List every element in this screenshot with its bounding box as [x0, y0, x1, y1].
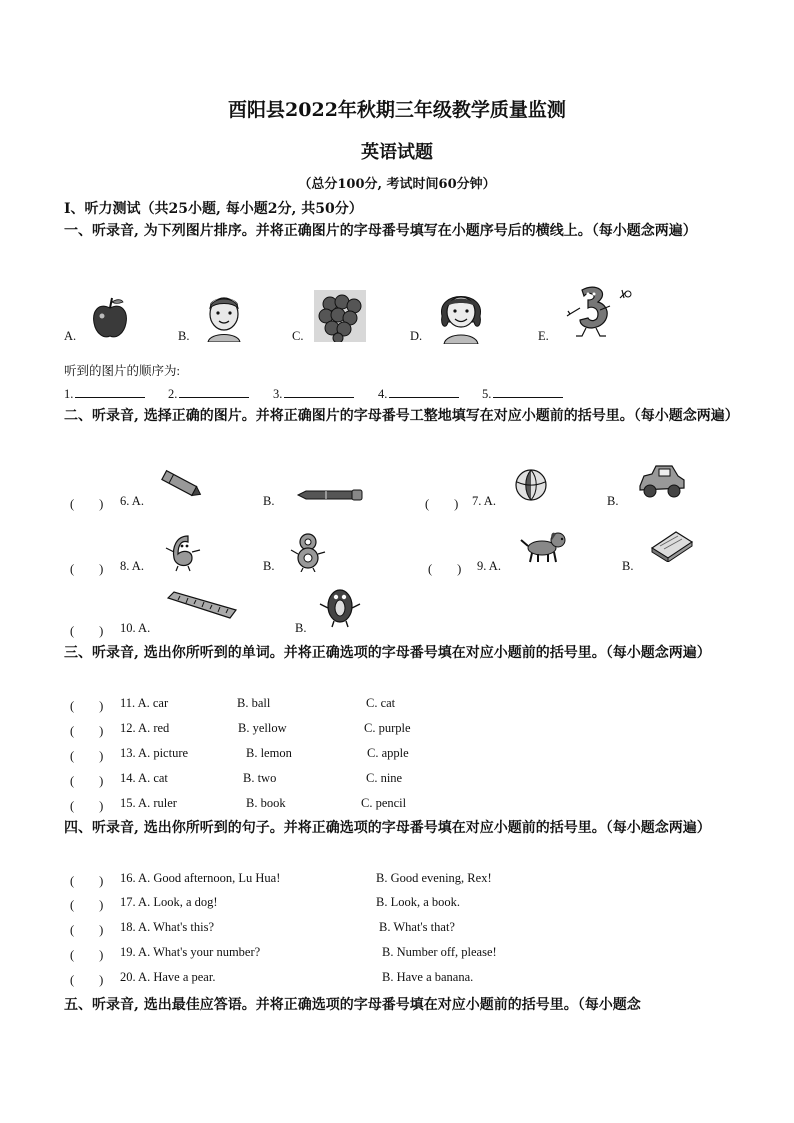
paren-6[interactable]: ( )	[70, 497, 104, 511]
item-9-b: B.	[622, 559, 634, 573]
q15-option-b: B. book	[246, 796, 286, 810]
grapes-icon	[314, 290, 366, 342]
q12-option-c: C. purple	[364, 721, 411, 735]
paren-7[interactable]: ( )	[425, 497, 459, 511]
part1-heading: I、听力测试（共25小题, 每小题2分, 共50分）	[64, 201, 363, 217]
paren-14[interactable]: ( )	[70, 774, 104, 788]
number-three-icon	[566, 284, 636, 338]
q18-option-a: 18. A. What's this?	[120, 920, 215, 934]
blank-4: 4.	[378, 385, 459, 402]
section2-heading: 二、听录音, 选择正确的图片。并将正确图片的字母番号工整地填写在对应小题前的括号里。（每小题念两遍）	[64, 408, 739, 424]
paren-9[interactable]: ( )	[428, 562, 462, 576]
q13-option-c: C. apple	[367, 746, 409, 760]
q17-option-b: B. Look, a book.	[376, 895, 461, 909]
q17-option-a: 17. A. Look, a dog!	[120, 895, 218, 909]
paren-16[interactable]: ( )	[70, 874, 104, 888]
paren-17[interactable]: ( )	[70, 898, 104, 912]
q16-option-b: B. Good evening, Rex!	[376, 871, 492, 885]
answer-line-4[interactable]	[389, 385, 459, 398]
q12-option-b: B. yellow	[238, 721, 287, 735]
paren-8[interactable]: ( )	[70, 562, 104, 576]
toy-car-icon	[636, 462, 686, 500]
apple-icon	[90, 296, 130, 340]
q14-option-c: C. nine	[366, 771, 403, 785]
item-9-label: 9. A.	[477, 559, 501, 573]
order-label: 听到的图片的顺序为:	[64, 364, 180, 378]
paren-18[interactable]: ( )	[70, 923, 104, 937]
book-icon	[650, 528, 694, 562]
paren-12[interactable]: ( )	[70, 724, 104, 738]
answer-line-3[interactable]	[284, 385, 354, 398]
number-six-icon	[162, 532, 204, 572]
q12-option-a: 12. A. red	[120, 721, 170, 735]
item-6-label: 6. A.	[120, 494, 144, 508]
option-label-a: A.	[64, 329, 77, 343]
paren-20[interactable]: ( )	[70, 973, 104, 987]
option-label-b: B.	[178, 329, 190, 343]
q15-option-a: 15. A. ruler	[120, 796, 177, 810]
q13-option-a: 13. A. picture	[120, 746, 189, 760]
ball-icon	[514, 468, 548, 502]
paren-11[interactable]: ( )	[70, 699, 104, 713]
number-zero-icon	[316, 586, 364, 628]
answer-line-1[interactable]	[75, 385, 145, 398]
section5-heading: 五、听录音, 选出最佳应答语。并将正确选项的字母番号填在对应小题前的括号里。（每小题念	[64, 997, 641, 1013]
subject-title: 英语试题	[361, 142, 433, 163]
paren-10[interactable]: ( )	[70, 624, 104, 638]
answer-line-5[interactable]	[493, 385, 563, 398]
q11-option-a: 11. A. car	[120, 696, 169, 710]
q19-option-a: 19. A. What's your number?	[120, 945, 261, 959]
girl-icon	[436, 282, 486, 344]
item-10-b: B.	[295, 621, 307, 635]
section3-heading: 三、听录音, 选出你所听到的单词。并将正确选项的字母番号填在对应小题前的括号里。（每小题念两遍）	[64, 645, 711, 661]
exam-title: 酉阳县2022年秋期三年级教学质量监测	[228, 99, 566, 121]
paren-19[interactable]: ( )	[70, 948, 104, 962]
number-eight-icon	[288, 530, 328, 572]
option-label-e: E.	[538, 329, 549, 343]
q16-option-a: 16. A. Good afternoon, Lu Hua!	[120, 871, 281, 885]
q18-option-b: B. What's that?	[379, 920, 455, 934]
pen-icon	[296, 488, 364, 502]
item-7-label: 7. A.	[472, 494, 496, 508]
exam-note: （总分100分, 考试时间60分钟）	[298, 177, 496, 192]
section1-heading: 一、听录音, 为下列图片排序。并将正确图片的字母番号填写在小题序号后的横线上。（每小题念两遍）	[64, 223, 697, 239]
q11-option-c: C. cat	[366, 696, 396, 710]
blank-2: 2.	[168, 385, 249, 402]
q20-option-b: B. Have a banana.	[382, 970, 474, 984]
crayon-icon	[158, 468, 204, 500]
dog-icon	[518, 528, 570, 564]
item-8-label: 8. A.	[120, 559, 144, 573]
answer-line-2[interactable]	[179, 385, 249, 398]
item-6-b: B.	[263, 494, 275, 508]
q13-option-b: B. lemon	[246, 746, 292, 760]
blank-1: 1.	[64, 385, 145, 402]
section4-heading: 四、听录音, 选出你所听到的句子。并将正确选项的字母番号填在对应小题前的括号里。（每小题念两遍）	[64, 820, 711, 836]
blank-3: 3.	[273, 385, 354, 402]
item-7-b: B.	[607, 494, 619, 508]
blank-5: 5.	[482, 385, 563, 402]
boy-icon	[202, 286, 246, 342]
item-10-label: 10. A.	[120, 621, 151, 635]
item-8-b: B.	[263, 559, 275, 573]
paren-13[interactable]: ( )	[70, 749, 104, 763]
option-label-c: C.	[292, 329, 304, 343]
q11-option-b: B. ball	[237, 696, 271, 710]
paren-15[interactable]: ( )	[70, 799, 104, 813]
ruler-icon	[164, 590, 238, 622]
q14-option-b: B. two	[243, 771, 277, 785]
q15-option-c: C. pencil	[361, 796, 407, 810]
option-label-d: D.	[410, 329, 423, 343]
q19-option-b: B. Number off, please!	[382, 945, 497, 959]
q20-option-a: 20. A. Have a pear.	[120, 970, 216, 984]
q14-option-a: 14. A. cat	[120, 771, 168, 785]
